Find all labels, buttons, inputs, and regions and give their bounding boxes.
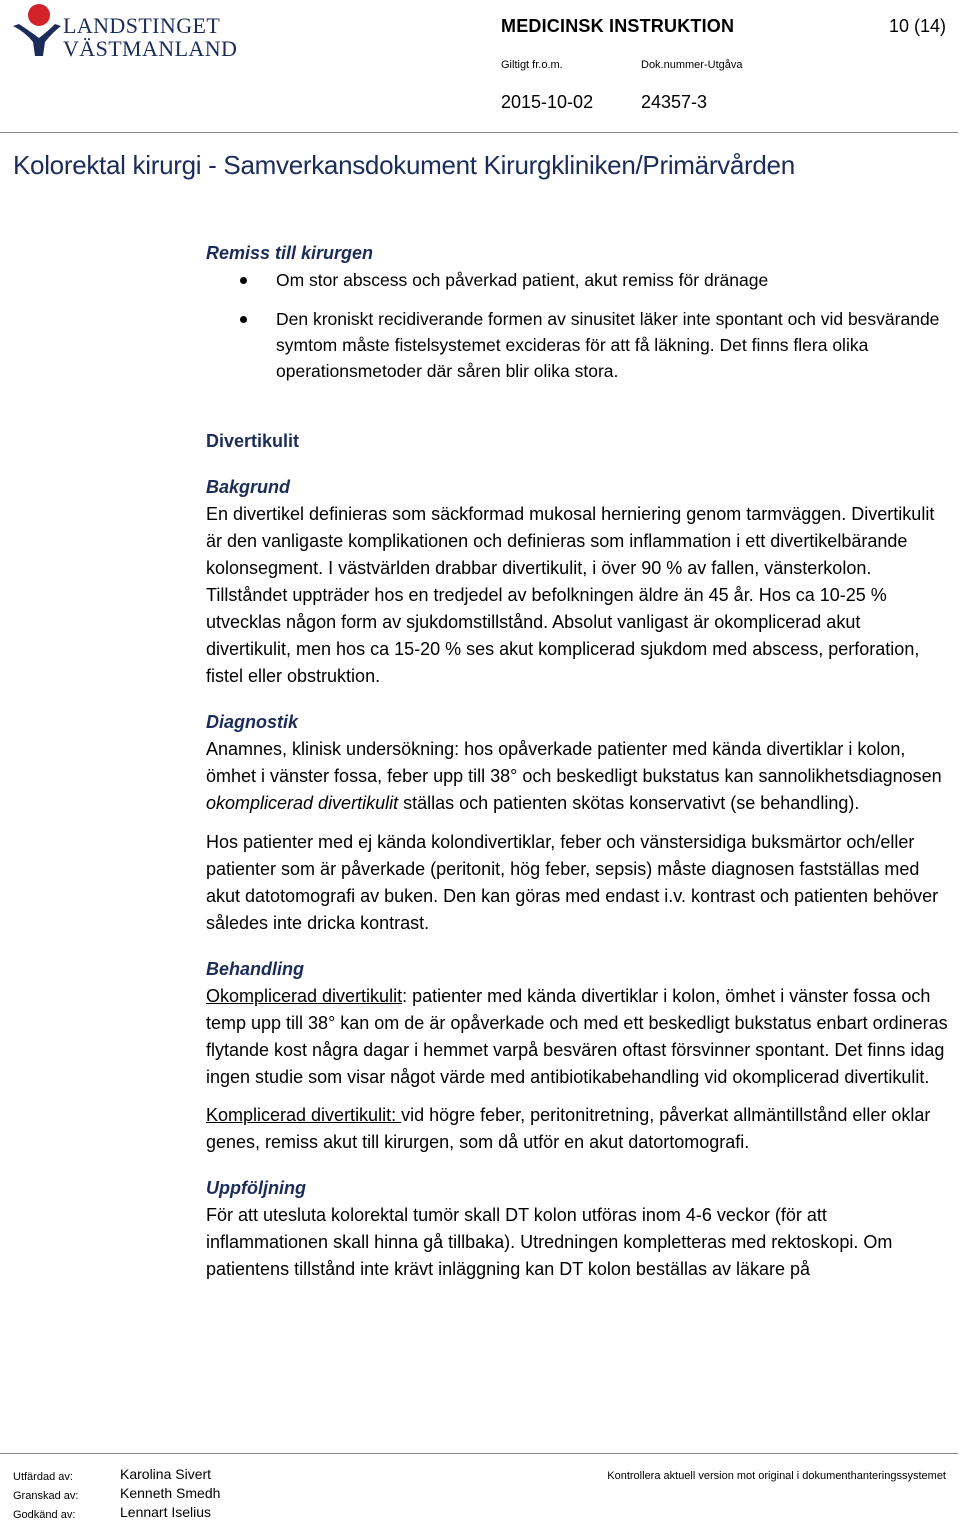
utfardad-label: Utfärdad av: <box>13 1471 73 1483</box>
diagnostik-heading: Diagnostik <box>206 712 299 732</box>
docnum-label: Dok.nummer-Utgåva <box>641 59 743 71</box>
behandling-paragraph-2 <box>206 1102 950 1156</box>
diagnostik-paragraph-2: Hos patienter med ej kända kolondivertiklar, feber och vänstersidiga buksmärtor och/eller patienter som är påverkade (peritonit, hög feber, sepsis) måste diagnosen fastställas med akut datotomografi av buken. Den kan göras med endast i.v. kontrast och patienten behöver således inte dricka kontrast. <box>206 832 939 933</box>
komplicerad-label: Komplicerad divertikulit: <box>206 1105 402 1125</box>
granskad-label: Granskad av: <box>13 1490 79 1502</box>
diagnostik-italic: okomplicerad divertikulit <box>206 793 399 813</box>
diagnostik-text-a: Anamnes, klinisk undersökning: hos opåverkade patienter med kända divertiklar i kolon, ömhet i vänster fossa, feber upp till 38° och beskedligt bukstatus kan sannolikhetsdiagnosen <box>206 739 942 786</box>
uppfoljning-heading: Uppföljning <box>206 1178 306 1198</box>
okomplicerad-label: Okomplicerad divertikulit <box>206 986 403 1006</box>
remiss-heading: Remiss till kirurgen <box>206 243 374 263</box>
valid-from-date: 2015-10-02 <box>501 92 594 112</box>
list-item-text: Om stor abscess och påverkad patient, akut remiss för dränage <box>276 270 769 290</box>
utfardad-name: Karolina Sivert <box>120 1466 212 1482</box>
bullet-icon <box>240 316 247 323</box>
uppfoljning-text: För att utesluta kolorektal tumör skall DT kolon utföras inom 4-6 veckor (för att inflammationen skall hinna gå tillbaka). Utredningen kompletteras med rektoskopi. Om patientens tillstånd inte krävt inläggning kan DT kolon beställas av läkare på <box>206 1205 893 1279</box>
list-item <box>0 267 950 293</box>
page-title: Kolorektal kirurgi - Samverkansdokument Kirurgkliniken/Primärvården <box>13 150 795 180</box>
behandling-heading: Behandling <box>206 959 304 979</box>
bakgrund-heading: Bakgrund <box>206 477 291 497</box>
behandling-paragraph-1 <box>206 983 950 1091</box>
diagnostik-paragraph-1 <box>206 736 950 817</box>
okomplicerad-text: : patienter med kända divertiklar i kolon, ömhet i vänster fossa och temp upp till 38° kan om de är opåverkade och med ett beskedligt bukstatus enbart ordineras flytande kost några dagar i hemmet varpå besvären oftast försvinner spontant. Det finns idag ingen studie som visar något värde med antibiotikabehandling vid okomplicerad divertikulit. <box>206 986 948 1087</box>
bullet-icon <box>240 277 247 284</box>
logo-line1: LANDSTINGET <box>63 13 221 38</box>
logo-symbol-icon <box>11 2 61 56</box>
version-note: Kontrollera aktuell version mot original i dokumenthanteringssystemet <box>607 1470 946 1482</box>
logo-line2: VÄSTMANLAND <box>63 36 238 61</box>
page-number: 10 (14) <box>888 16 946 36</box>
godkand-name: Lennart Iselius <box>120 1504 212 1520</box>
document-type: MEDICINSK INSTRUKTION <box>501 16 735 36</box>
document-body <box>206 240 950 1283</box>
divertikulit-heading: Divertikulit <box>206 431 300 451</box>
remiss-list <box>206 267 950 384</box>
komplicerad-text: vid högre feber, peritonitretning, påverkat allmäntillstånd eller oklar genes, remiss akut till kirurgen, som då utför en akut datortomografi. <box>206 1105 931 1152</box>
logo <box>11 2 238 61</box>
list-item-text: Den kroniskt recidiverande formen av sinusitet läker inte spontant och vid besvärande symtom måste fistelsystemet excideras för att få läkning. Det finns flera olika operationsmetoder där såren blir olika stora. <box>276 309 940 381</box>
header-divider <box>0 132 958 133</box>
document-number: 24357-3 <box>641 92 708 112</box>
godkand-label: Godkänd av: <box>13 1509 76 1521</box>
granskad-name: Kenneth Smedh <box>120 1485 221 1501</box>
diagnostik-text-b: ställas och patienten skötas konservativt (se behandling). <box>398 793 860 813</box>
bakgrund-text: En divertikel definieras som säckformad mukosal herniering genom tarmväggen. Divertikulit är den vanligaste komplikationen och definieras som inflammation i ett divertikelbärande kolonsegment. I västvärlden drabbar divertikulit, i över 90 % av fallen, vänsterkolon. Tillståndet uppträder hos en tredjedel av befolkningen äldre än 45 år. Hos ca 10-25 % utvecklas någon form av sjukdomstillstånd. Absolut vanligast är okomplicerad akut divertikulit, men hos ca 15-20 % ses akut komplicerad sjukdom med abscess, perforation, fistel eller obstruktion. <box>206 504 935 686</box>
valid-from-label: Giltigt fr.o.m. <box>501 59 563 71</box>
list-item <box>0 306 950 384</box>
footer-divider <box>0 1453 958 1454</box>
